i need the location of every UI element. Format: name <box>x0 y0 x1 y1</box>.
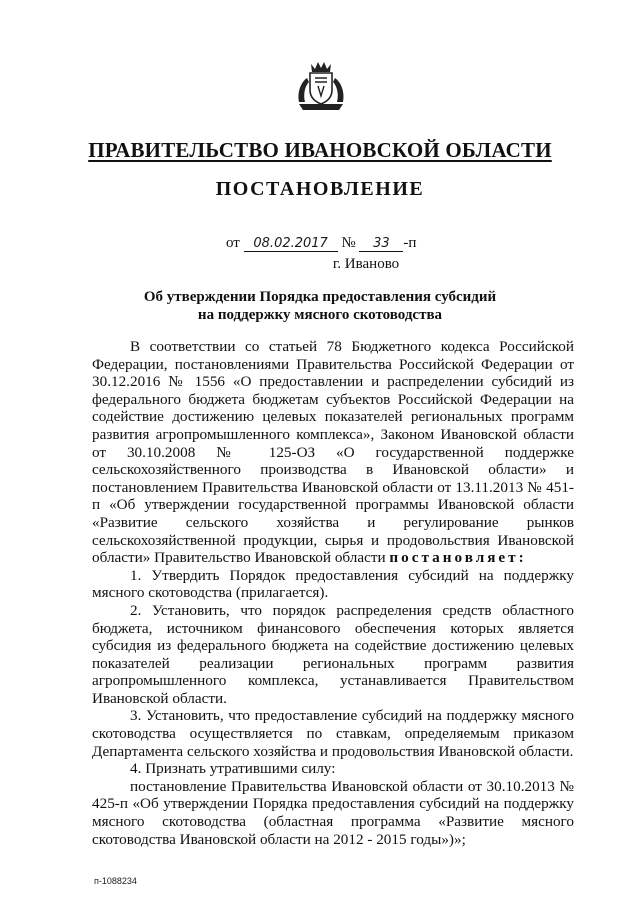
number-prefix: № <box>341 235 356 251</box>
item-1: 1. Утвердить Порядок предоставления субсидий на поддержку мясного скотоводства (прилагается). <box>92 566 574 602</box>
subject-line-1: Об утверждении Порядка предоставления субсидий <box>143 289 497 305</box>
city-line <box>0 256 640 273</box>
date-number-line <box>226 235 416 252</box>
document-subject <box>0 288 640 324</box>
coat-of-arms-icon <box>293 58 349 114</box>
city: г. Иваново <box>332 256 400 272</box>
document-type: ПОСТАНОВЛЕНИЕ <box>215 178 425 200</box>
preamble-text: В соответствии со статьей 78 Бюджетного кодекса Российской Федерации, постановлениями Правительства Российской Федерации от 30.12.2016 № 1556 «О предоставлении и распределении субсидий из федерального бюджета бюджетам субъектов Российской Федерации на содействие достижению целевых показателей региональных программ развития агропромышленного комплекса», Законом Ивановской области от 30.10.2008 № 125-ОЗ «О государственной поддержке сельскохозяйственного производства в Ивановской области» и постановлением Правительства Ивановской области от 13.11.2013 № 451-п «Об утверждении государственной программы Ивановской области «Развитие сельского хозяйства и регулирование рынков сельскохозяйственной продукции, сырья и продовольствия Ивановской области» Правительство Ивановской области <box>92 338 574 567</box>
item-4: 4. Признать утратившими силу: <box>130 760 336 778</box>
item-3: 3. Установить, что предоставление субсидий на поддержку мясного скотоводства осуществляется по ставкам, определяемым приказом Департамента сельского хозяйства и продовольствия Ивановской области. <box>92 707 574 760</box>
document-date: 08.02.2017 <box>244 236 338 252</box>
preamble-paragraph <box>92 338 574 567</box>
footer-code: п-1088234 <box>94 876 137 886</box>
number-suffix: -п <box>403 235 417 251</box>
subject-line-2: на поддержку мясного скотоводства <box>197 307 443 323</box>
item-4-sub: постановление Правительства Ивановской области от 30.10.2013 № 425-п «Об утверждении Порядка предоставления субсидий на поддержку мясного скотоводства (областная программа «Развитие мясного скотоводства Ивановской области на 2012 - 2015 годы»)»; <box>92 777 574 848</box>
item-2: 2. Установить, что порядок распределения средств областного бюджета, источником финансового обеспечения которых является субсидия из федерального бюджета на содействие достижению целевых показателей реализации региональных программ развития агропромышленного комплекса, устанавливается Правительством Ивановской области. <box>92 601 574 707</box>
organization-title: ПРАВИТЕЛЬСТВО ИВАНОВСКОЙ ОБЛАСТИ <box>88 138 552 162</box>
document-number: 33 <box>359 236 403 252</box>
document-body <box>92 338 574 848</box>
resolves-word: постановляет: <box>389 549 527 567</box>
date-prefix: от <box>226 235 240 251</box>
